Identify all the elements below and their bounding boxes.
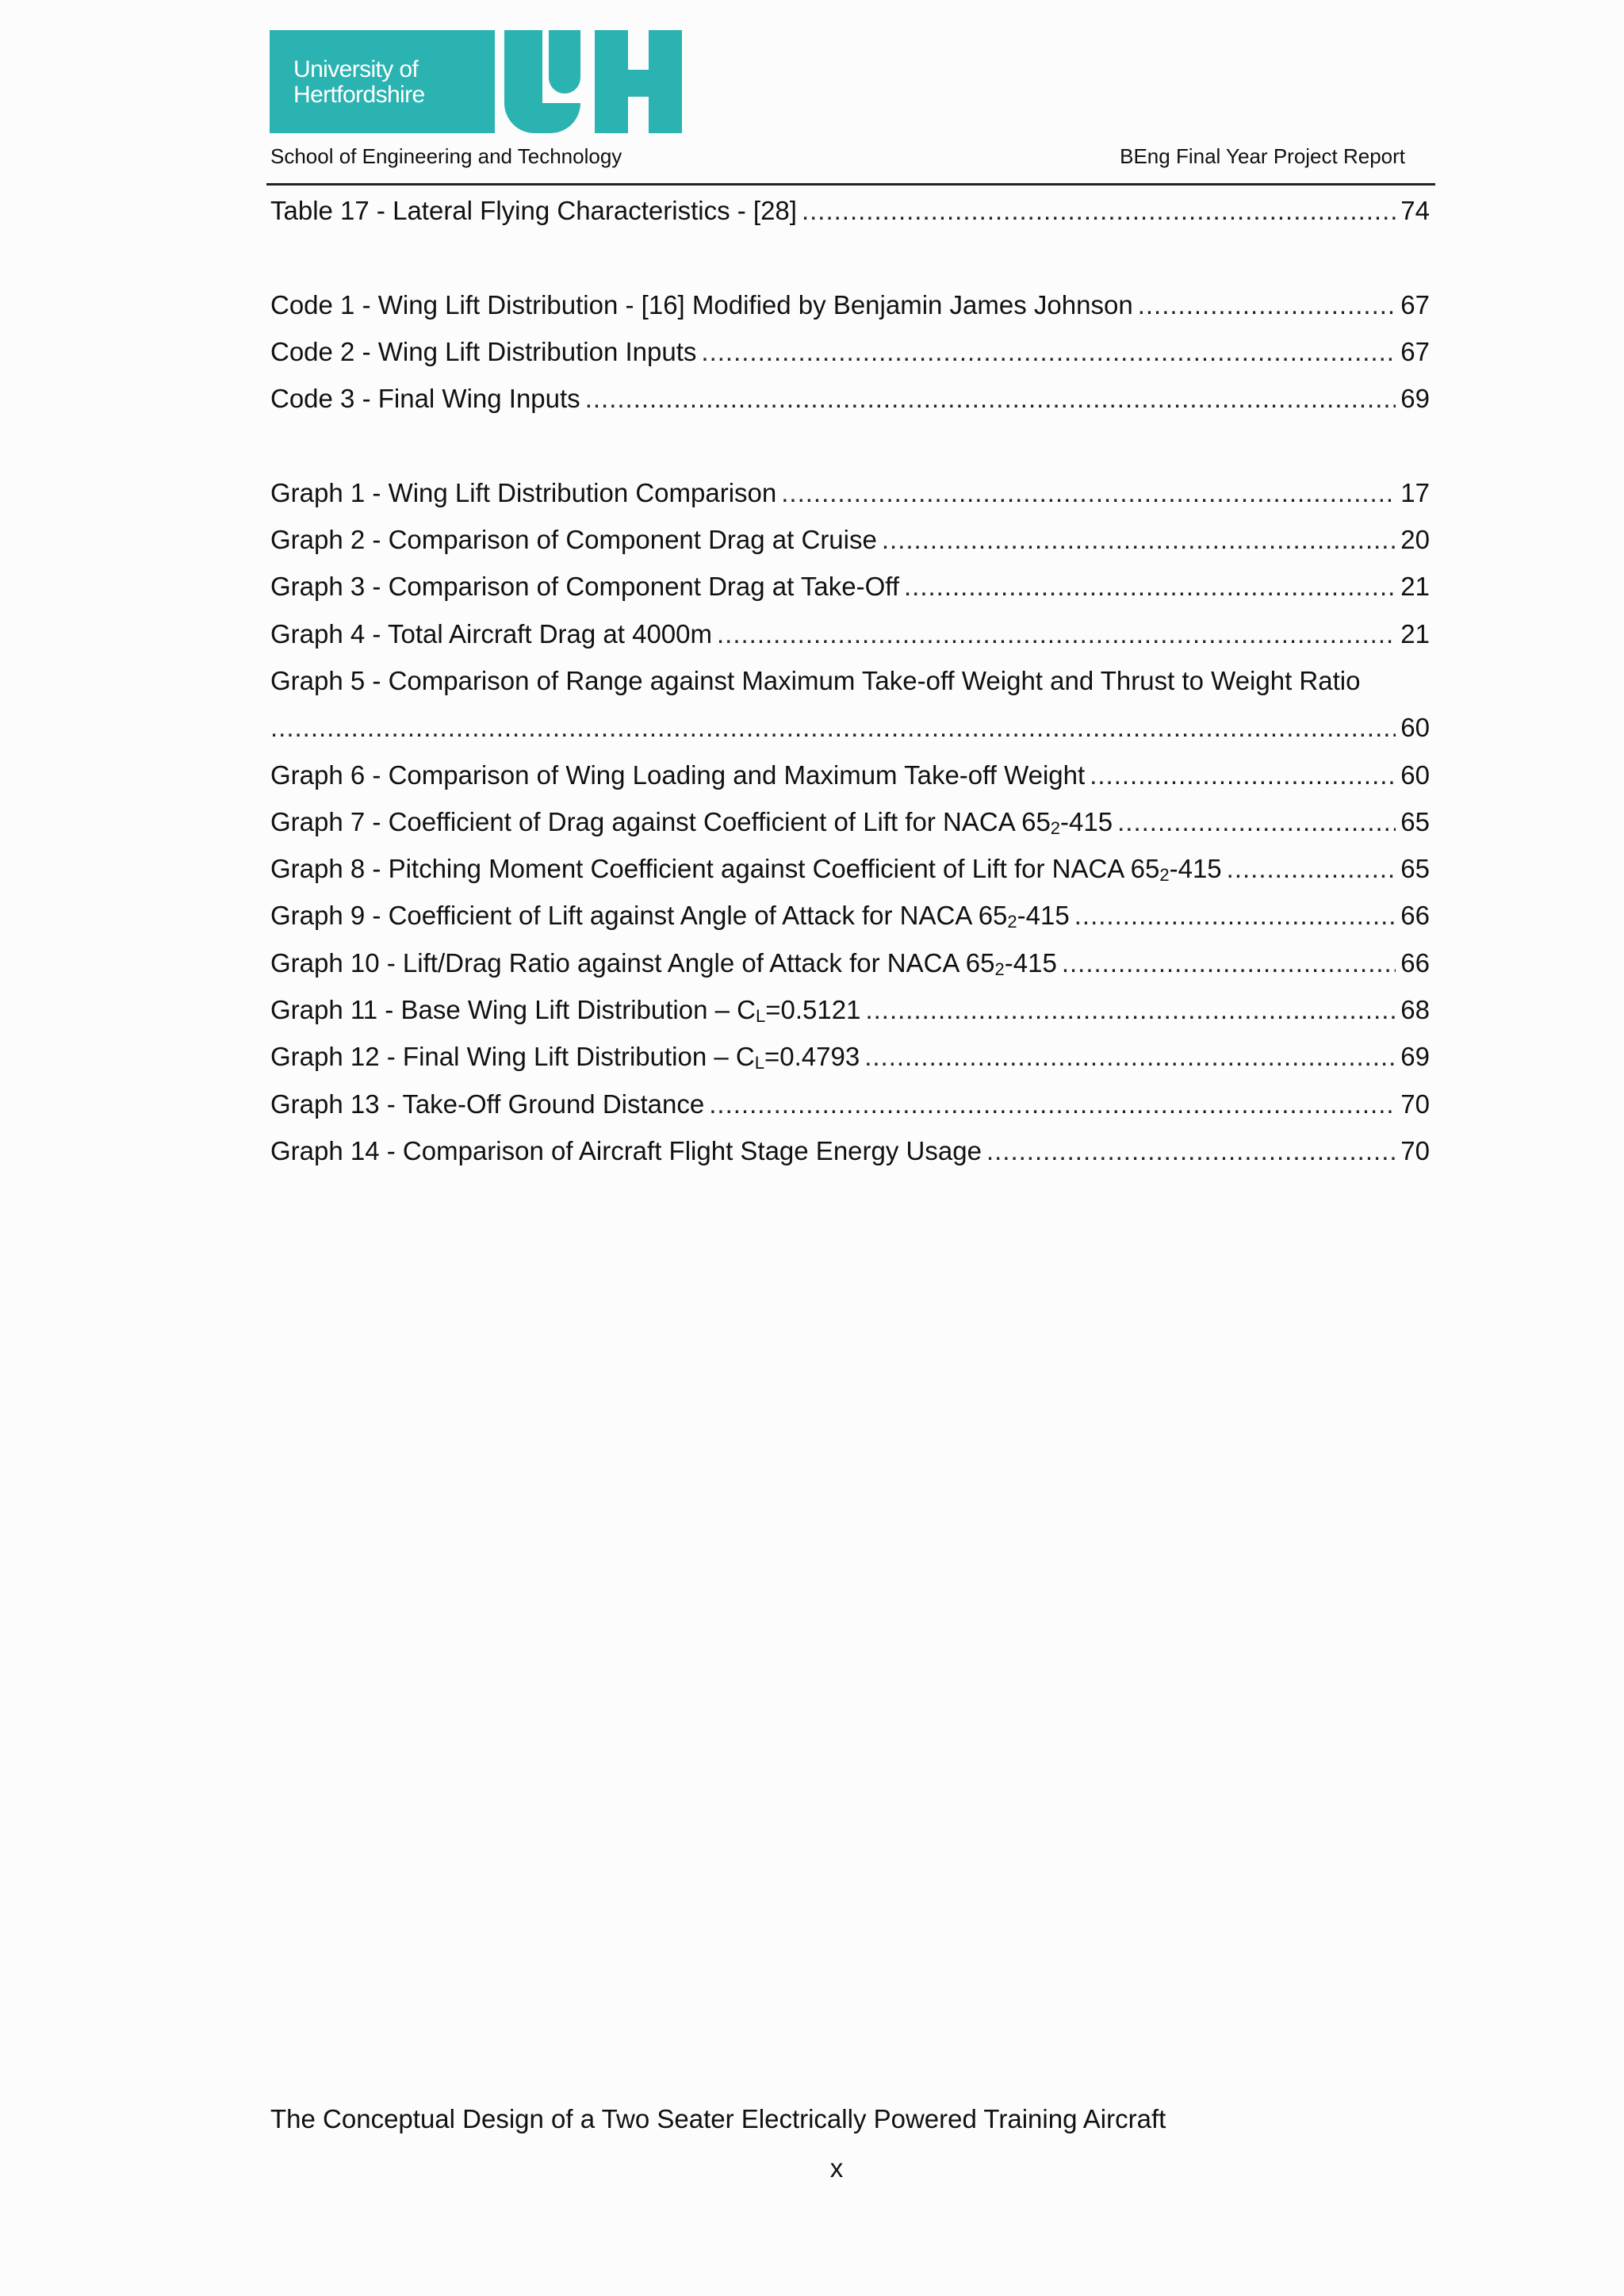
toc-leader-dots <box>1062 939 1396 986</box>
toc-entry-subscript: 2 <box>1050 817 1061 838</box>
toc-entry <box>270 798 1430 845</box>
toc-leader-dots <box>701 328 1396 375</box>
toc-spacer <box>270 422 1430 469</box>
toc-leader-dots <box>781 469 1396 516</box>
toc-entry <box>270 986 1430 1033</box>
toc-entry-text-suffix: -415 <box>1017 901 1070 931</box>
toc-entry <box>270 610 1430 657</box>
toc-entry-subscript: 2 <box>1007 912 1017 932</box>
toc-entry-text: Code 3 - Final Wing Inputs <box>270 384 580 414</box>
toc-page-number: 69 <box>1400 1042 1430 1072</box>
toc-entry-title <box>270 752 1085 798</box>
toc-entry-text: Graph 3 - Comparison of Component Drag at Take-Off <box>270 572 899 602</box>
toc-leader-dots <box>585 375 1396 422</box>
toc-leader-dots <box>1117 798 1396 845</box>
toc-entry <box>270 281 1430 328</box>
toc-entry <box>270 704 1430 751</box>
logo-letter-h <box>595 30 682 133</box>
toc-entry-text-suffix: -415 <box>1004 947 1057 978</box>
toc-entry <box>270 892 1430 939</box>
toc-entry-text-suffix: =0.5121 <box>765 995 861 1025</box>
toc-entry-text-suffix: -415 <box>1169 854 1222 884</box>
toc-entry <box>270 375 1430 422</box>
toc-page-number: 67 <box>1400 289 1430 320</box>
toc-leader-dots <box>904 563 1396 610</box>
toc-entry <box>270 1033 1430 1080</box>
toc-page-number: 21 <box>1400 572 1430 602</box>
toc-entry-text: Graph 13 - Take-Off Ground Distance <box>270 1089 705 1119</box>
toc-page-number: 69 <box>1400 384 1430 414</box>
footer-title: The Conceptual Design of a Two Seater Electrically Powered Training Aircraft <box>270 2104 1166 2133</box>
toc-entry-title <box>270 375 580 422</box>
toc-page-number: 67 <box>1400 336 1430 366</box>
toc-leader-dots <box>709 1081 1396 1127</box>
toc-entry-subscript: L <box>754 1053 764 1073</box>
toc-entry <box>270 845 1430 892</box>
toc-leader-dots <box>717 610 1396 657</box>
logo-wordmark-box <box>270 30 495 133</box>
toc-entry <box>270 328 1430 375</box>
toc-entry-text: Graph 12 - Final Wing Lift Distribution – C <box>270 1042 755 1072</box>
toc-entry <box>270 939 1430 986</box>
toc-page-number: 66 <box>1400 901 1430 931</box>
toc-page-number: 66 <box>1400 947 1430 978</box>
toc-entry-title <box>270 1127 982 1174</box>
toc-page-number: 65 <box>1400 854 1430 884</box>
toc-page-number: 65 <box>1400 806 1430 836</box>
toc-leader-dots <box>1074 892 1396 939</box>
toc-entry <box>270 563 1430 610</box>
toc-entry-title <box>270 328 696 375</box>
toc-entry <box>270 516 1430 563</box>
toc-entry-title <box>270 1081 704 1127</box>
logo-wordmark <box>293 57 425 108</box>
toc-entry <box>270 469 1430 516</box>
toc-entry <box>270 752 1430 798</box>
toc-entry-text: Graph 11 - Base Wing Lift Distribution – C <box>270 995 756 1025</box>
logo-line-1: University of <box>293 56 419 82</box>
toc-entry-text: Table 17 - Lateral Flying Characteristics - [28] <box>270 196 797 225</box>
toc-entry-title <box>270 563 899 610</box>
toc-entry-text: Code 2 - Wing Lift Distribution Inputs <box>270 336 697 366</box>
university-logo <box>270 30 682 133</box>
toc-entry-text: Graph 1 - Wing Lift Distribution Comparison <box>270 477 777 507</box>
toc-entry-title <box>270 892 1070 939</box>
toc-entry-text: Graph 10 - Lift/Drag Ratio against Angle of Attack for NACA 65 <box>270 947 995 978</box>
toc-entry-text: Code 1 - Wing Lift Distribution - [16] Modified by Benjamin James Johnson <box>270 289 1133 320</box>
toc-leader-dots <box>865 986 1396 1033</box>
toc-page-number: 20 <box>1400 525 1430 555</box>
page-number: x <box>829 2153 844 2183</box>
toc-leader-dots <box>802 187 1396 234</box>
toc-entry-text: Graph 6 - Comparison of Wing Loading and Maximum Take-off Weight <box>270 760 1086 790</box>
toc-entry-title <box>270 469 776 516</box>
toc-page-number: 60 <box>1400 713 1430 743</box>
toc-spacer <box>270 234 1430 281</box>
toc-entry-title <box>270 845 1222 892</box>
logo-letter-u <box>504 30 584 133</box>
toc-entry-title <box>270 798 1113 845</box>
toc-entry-text-suffix: =0.4793 <box>764 1042 860 1072</box>
toc-page-number: 70 <box>1400 1089 1430 1119</box>
toc-leader-dots <box>864 1033 1396 1080</box>
toc-page-number: 17 <box>1400 477 1430 507</box>
toc-entry-title <box>270 939 1057 986</box>
toc-leader-dots <box>1138 281 1396 328</box>
toc-entry-text-suffix: -415 <box>1060 806 1113 836</box>
logo-line-2: Hertfordshire <box>293 82 425 108</box>
toc-entry-title <box>270 1033 860 1080</box>
toc-page-number: 60 <box>1400 760 1430 790</box>
toc-leader-dots <box>1090 752 1396 798</box>
toc-entry-title-line <box>270 657 1430 704</box>
toc-entry-title <box>270 610 712 657</box>
toc-page-number: 68 <box>1400 995 1430 1025</box>
toc-page-number: 70 <box>1400 1135 1430 1165</box>
table-of-contents <box>270 187 1430 1174</box>
toc-leader-dots <box>270 704 1396 751</box>
toc-entry <box>270 187 1430 234</box>
toc-entry <box>270 1127 1430 1174</box>
toc-entry-text: Graph 2 - Comparison of Component Drag at Cruise <box>270 525 877 555</box>
toc-leader-dots <box>882 516 1396 563</box>
toc-entry <box>270 1081 1430 1127</box>
toc-entry-text: Graph 9 - Coefficient of Lift against Angle of Attack for NACA 65 <box>270 901 1008 931</box>
toc-entry-title <box>270 281 1133 328</box>
toc-entry-text: Graph 8 - Pitching Moment Coefficient against Coefficient of Lift for NACA 65 <box>270 854 1160 884</box>
toc-entry-title: Graph 5 - Comparison of Range against Maximum Take-off Weight and Thrust to Weight Ratio <box>270 665 1361 695</box>
toc-entry-subscript: 2 <box>1159 865 1170 886</box>
toc-entry-title <box>270 986 860 1033</box>
toc-entry-subscript: 2 <box>994 959 1005 979</box>
toc-entry-text: Graph 4 - Total Aircraft Drag at 4000m <box>270 618 712 649</box>
toc-entry-title <box>270 516 877 563</box>
toc-page-number: 74 <box>1400 196 1430 225</box>
toc-leader-dots <box>1227 845 1396 892</box>
toc-entry-title <box>270 187 797 234</box>
header-school: School of Engineering and Technology <box>270 144 622 168</box>
toc-entry-text: Graph 7 - Coefficient of Drag against Coefficient of Lift for NACA 65 <box>270 806 1051 836</box>
toc-entry-subscript: L <box>755 1006 766 1027</box>
header-report-type: BEng Final Year Project Report <box>1120 144 1405 168</box>
toc-leader-dots <box>986 1127 1396 1174</box>
header-divider <box>266 183 1435 186</box>
toc-entry-text: Graph 14 - Comparison of Aircraft Flight Stage Energy Usage <box>270 1135 982 1165</box>
toc-page-number: 21 <box>1400 618 1430 649</box>
